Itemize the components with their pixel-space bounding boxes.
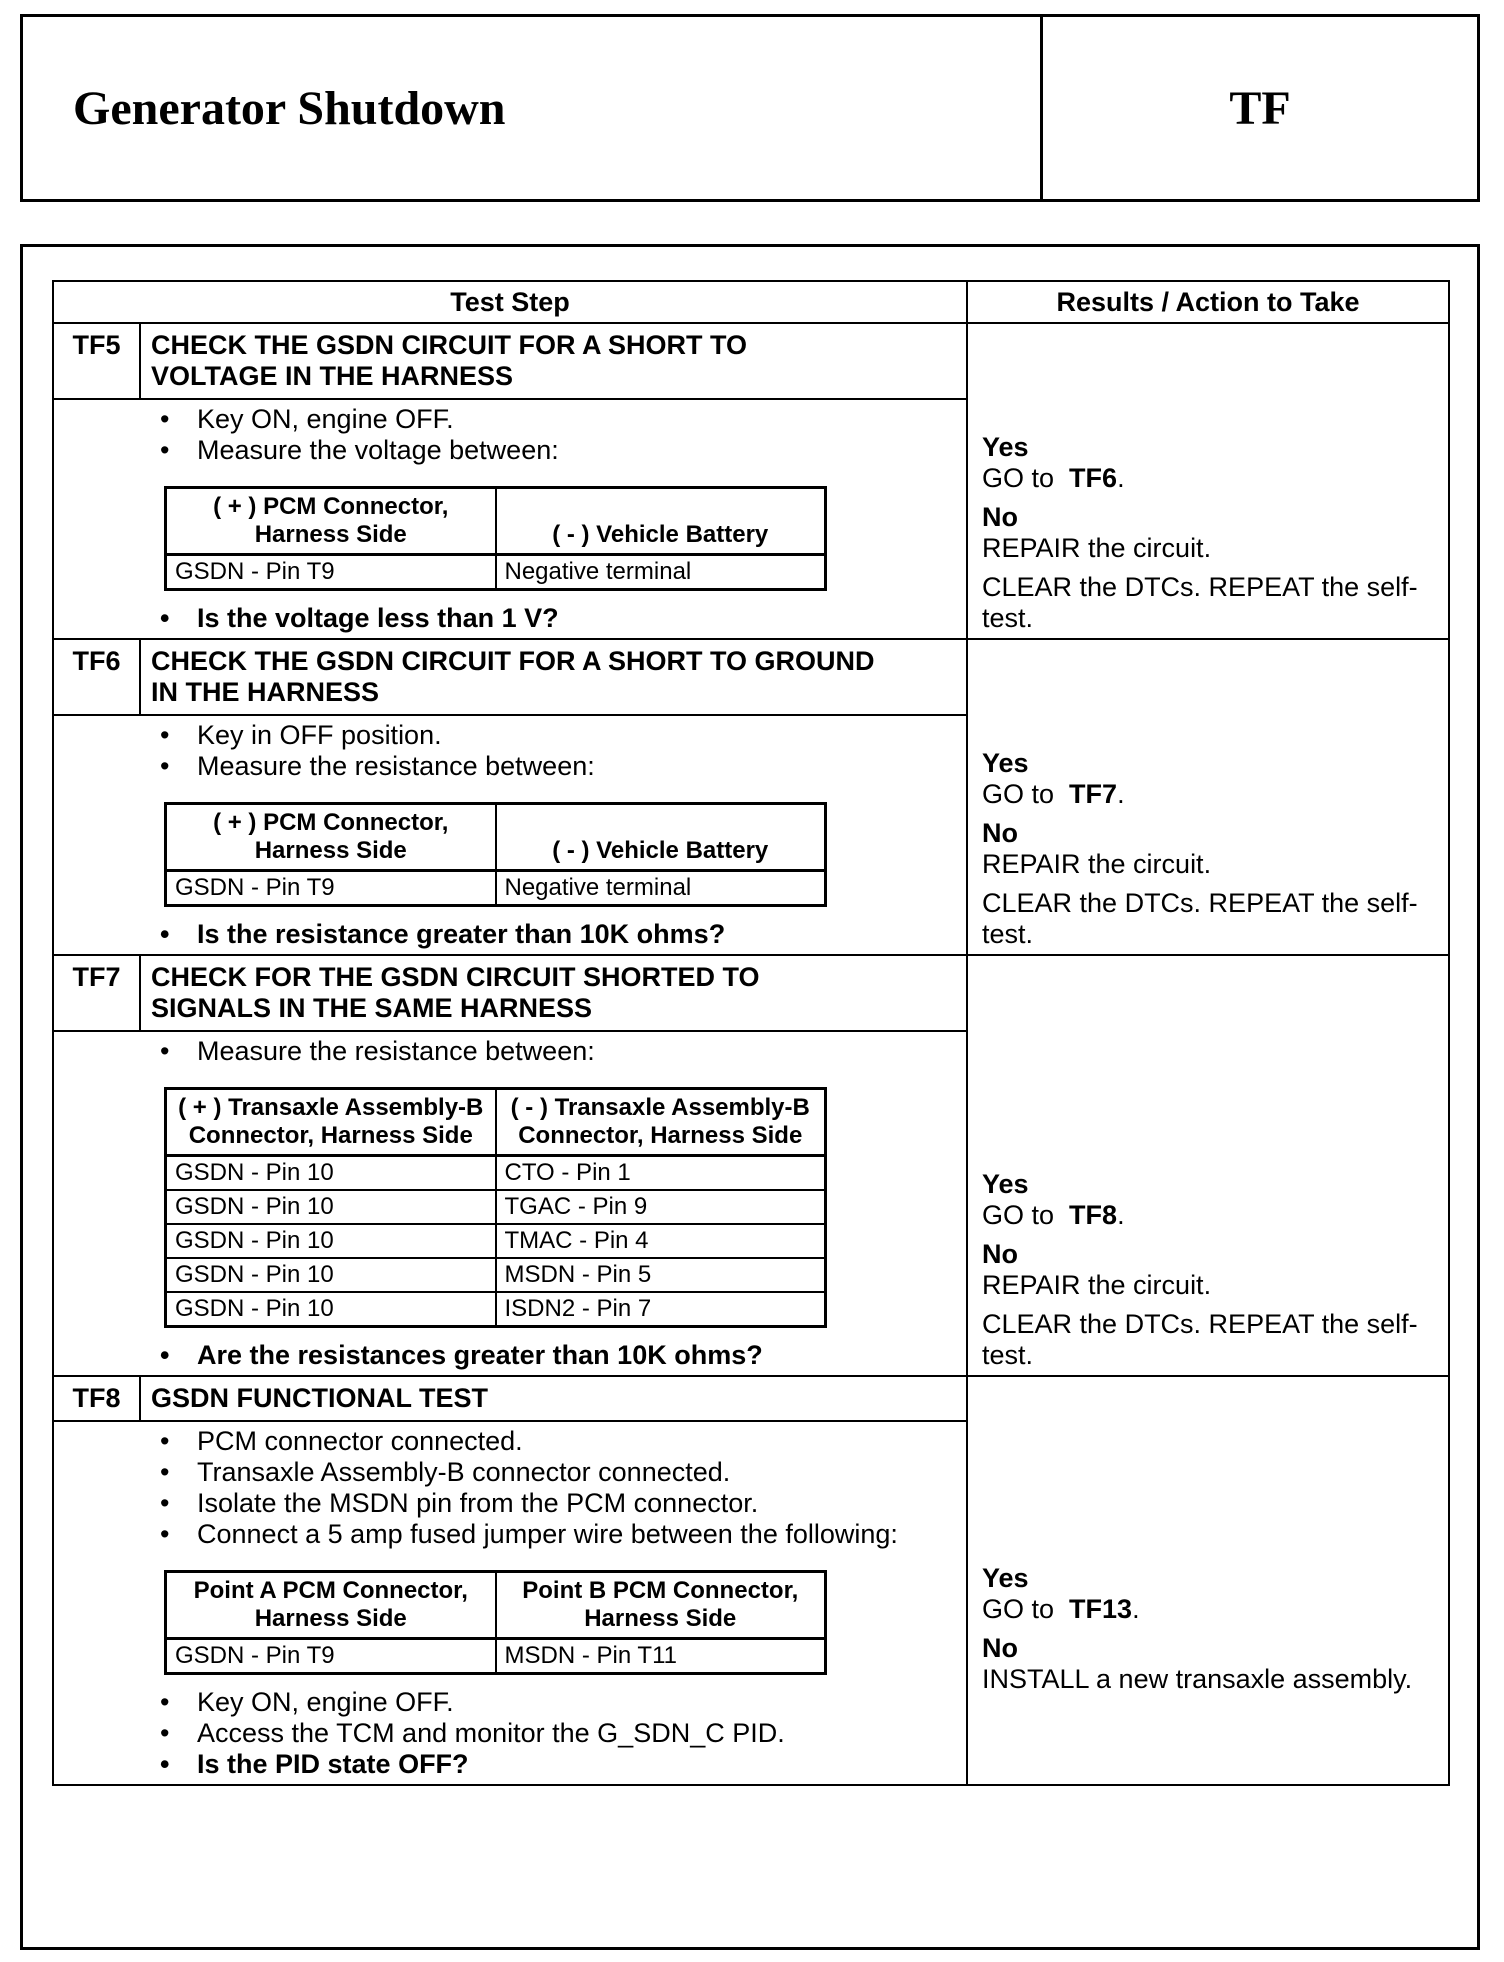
page-title: Generator Shutdown [23, 17, 1043, 199]
measurement-table: ( + ) PCM Connector, Harness Side ( - ) Vehicle Battery GSDN - Pin T9 Negative terminal [164, 802, 827, 907]
page-header [20, 14, 1480, 202]
step-results [967, 955, 1449, 1376]
step-code: TF8 [53, 1376, 140, 1421]
step-title: CHECK THE GSDN CIRCUIT FOR A SHORT TO GROUND IN THE HARNESS [140, 639, 967, 715]
no-label: No [982, 818, 1018, 848]
no-label: No [982, 502, 1018, 532]
no-action-2: CLEAR the DTCs. REPEAT the self-test. [982, 888, 1418, 949]
table-header-row [53, 281, 1449, 323]
yes-action: GO to TF6. [982, 463, 1125, 493]
yes-action: GO to TF13. [982, 1593, 1140, 1624]
step-code: TF7 [53, 955, 140, 1031]
yes-action: GO to TF8. [982, 1200, 1125, 1230]
bullet: • Transaxle Assembly-B connector connected. [152, 1457, 954, 1488]
question: • Is the PID state OFF? [152, 1749, 954, 1780]
no-action-2: CLEAR the DTCs. REPEAT the self-test. [982, 1309, 1418, 1370]
table-row: GSDN - Pin 10 CTO - Pin 1 [166, 1156, 826, 1191]
step-title-row [53, 955, 1449, 1031]
step-title: CHECK THE GSDN CIRCUIT FOR A SHORT TO VOLTAGE IN THE HARNESS [140, 323, 967, 399]
step-code: TF6 [53, 639, 140, 715]
table-row: GSDN - Pin T9 Negative terminal [166, 871, 826, 906]
no-label: No [982, 1239, 1018, 1269]
bullet: • Connect a 5 amp fused jumper wire between the following: [152, 1519, 954, 1550]
no-action: INSTALL a new transaxle assembly. [982, 1663, 1413, 1694]
question: • Is the resistance greater than 10K ohms? [152, 919, 954, 950]
measurement-table: ( + ) Transaxle Assembly-B Connector, Harness Side ( - ) Transaxle Assembly-B Connector, Harness Side GSDN - Pin 10 CTO - Pin 1 GSDN - Pin 10 TGAC - Pin 9 GSDN - Pin 10 TMAC - Pin 4 GSDN - Pin 10 MSDN - Pin 5 GSDN - Pin 10 ISDN2 - Pin 7 [164, 1087, 827, 1328]
yes-label: Yes [982, 432, 1029, 462]
question: • Is the voltage less than 1 V? [152, 603, 954, 634]
section-code: TF [1229, 81, 1291, 135]
step-title-row [53, 1376, 1449, 1421]
step-title-row [53, 323, 1449, 399]
no-action-2: CLEAR the DTCs. REPEAT the self-test. [982, 572, 1418, 633]
table-row: GSDN - Pin 10 MSDN - Pin 5 [166, 1258, 826, 1292]
bullet: • Key in OFF position. [152, 720, 954, 751]
bullet: • Measure the resistance between: [152, 751, 954, 782]
step-body [140, 1421, 967, 1785]
no-action: REPAIR the circuit. [982, 533, 1212, 563]
bullet: • Key ON, engine OFF. [152, 1687, 954, 1718]
measurement-table: ( + ) PCM Connector, Harness Side ( - ) Vehicle Battery GSDN - Pin T9 Negative terminal [164, 486, 827, 591]
step-results [967, 1376, 1449, 1785]
step-results [967, 323, 1449, 639]
bullet: • Measure the resistance between: [152, 1036, 954, 1067]
bullet: • PCM connector connected. [152, 1426, 954, 1457]
bullet: • Isolate the MSDN pin from the PCM connector. [152, 1488, 954, 1519]
yes-label: Yes [982, 1169, 1029, 1199]
step-body [140, 715, 967, 955]
table-row: GSDN - Pin 10 TMAC - Pin 4 [166, 1224, 826, 1258]
table-row: GSDN - Pin 10 TGAC - Pin 9 [166, 1190, 826, 1224]
yes-action: GO to TF7. [982, 779, 1125, 809]
table-row: GSDN - Pin T9 MSDN - Pin T11 [166, 1639, 826, 1674]
step-title-row [53, 639, 1449, 715]
no-label: No [982, 1632, 1018, 1663]
bullet: • Measure the voltage between: [152, 435, 954, 466]
table-row: GSDN - Pin T9 Negative terminal [166, 555, 826, 590]
step-code: TF5 [53, 323, 140, 399]
results-header: Results / Action to Take [967, 281, 1449, 323]
step-body [140, 399, 967, 639]
yes-label: Yes [982, 748, 1029, 778]
yes-target[interactable]: TF8 [1069, 1200, 1118, 1230]
yes-target[interactable]: TF7 [1069, 779, 1118, 809]
bullet: • Access the TCM and monitor the G_SDN_C PID. [152, 1718, 954, 1749]
bullet: • Key ON, engine OFF. [152, 404, 954, 435]
yes-target[interactable]: TF13 [1069, 1593, 1133, 1624]
yes-label: Yes [982, 1562, 1029, 1593]
jumper-table: Point A PCM Connector, Harness Side Point B PCM Connector, Harness Side GSDN - Pin T9 MSDN - Pin T11 [164, 1570, 827, 1675]
step-results [967, 639, 1449, 955]
step-title: CHECK FOR THE GSDN CIRCUIT SHORTED TO SIGNALS IN THE SAME HARNESS [140, 955, 967, 1031]
no-action: REPAIR the circuit. [982, 849, 1212, 879]
test-step-table [52, 280, 1450, 1786]
step-title: GSDN FUNCTIONAL TEST [140, 1376, 967, 1421]
yes-target[interactable]: TF6 [1069, 463, 1118, 493]
table-row: GSDN - Pin 10 ISDN2 - Pin 7 [166, 1292, 826, 1327]
no-action: REPAIR the circuit. [982, 1270, 1212, 1300]
question: • Are the resistances greater than 10K ohms? [152, 1340, 954, 1371]
step-body [140, 1031, 967, 1376]
test-step-header: Test Step [53, 281, 967, 323]
